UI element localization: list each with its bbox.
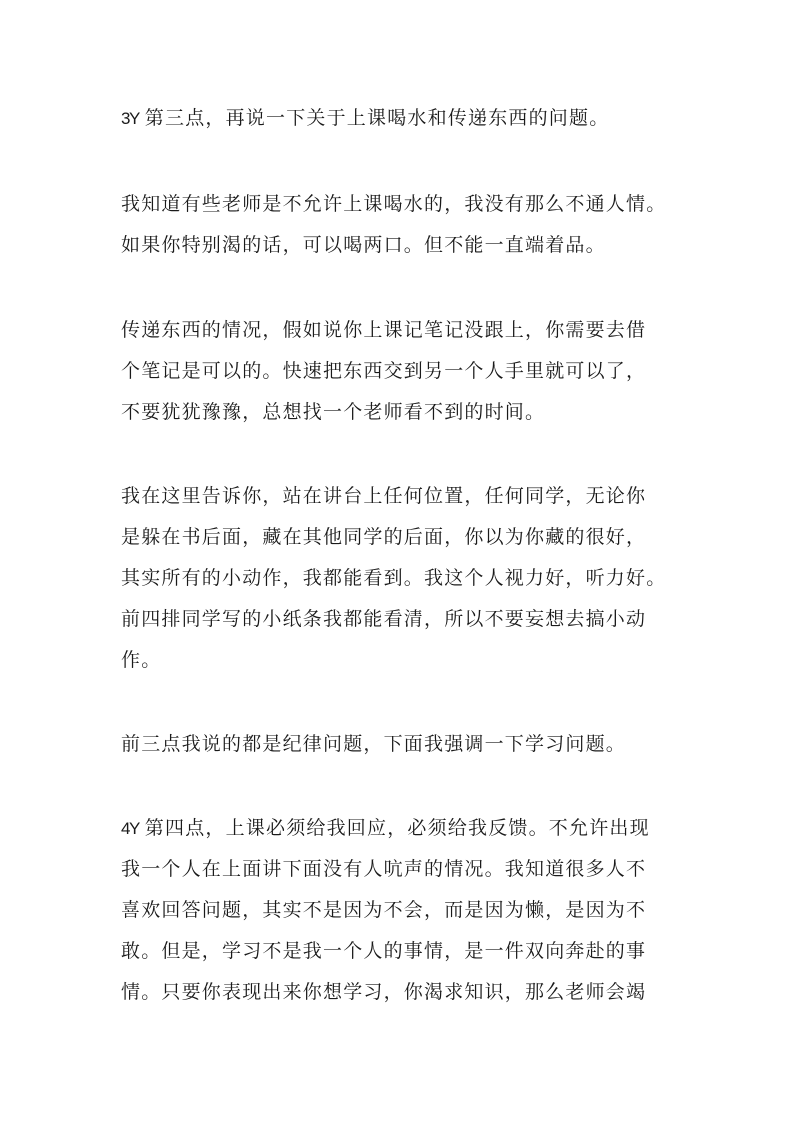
paragraph-6-line-1	[121, 816, 650, 841]
line-text: 第四点，上课必须给我回应，必须给我反馈。不允许出现	[144, 817, 650, 839]
paragraph-4-line-5: 作。	[121, 649, 162, 671]
paragraph-3-line-1: 传递东西的情况，假如说你上课记笔记没跟上，你需要去借	[121, 319, 647, 341]
paragraph-6-line-2: 我一个人在上面讲下面没有人吭声的情况。我知道很多人不	[121, 858, 647, 880]
paragraph-4-line-3: 其实所有的小动作，我都能看到。我这个人视力好，听力好。	[121, 567, 667, 589]
paragraph-4-line-2: 是躲在书后面，藏在其他同学的后面，你以为你藏的很好，	[121, 526, 647, 548]
paragraph-6-line-3: 喜欢回答问题，其实不是因为不会，而是因为懒，是因为不	[121, 899, 647, 921]
paragraph-6-line-5: 情。只要你表现出来你想学习，你渴求知识，那么老师会竭	[121, 981, 647, 1003]
paragraph-1-line-1	[121, 106, 609, 131]
paragraph-4-line-1: 我在这里告诉你，站在讲台上任何位置，任何同学，无论你	[121, 485, 647, 507]
paragraph-2-line-1: 我知道有些老师是不允许上课喝水的，我没有那么不通人情。	[121, 193, 667, 215]
paragraph-5-line-1: 前三点我说的都是纪律问题，下面我强调一下学习问题。	[121, 733, 627, 755]
paragraph-2-line-2: 如果你特别渴的话，可以喝两口。但不能一直端着品。	[121, 234, 606, 256]
paragraph-3-line-3: 不要犹犹豫豫，总想找一个老师看不到的时间。	[121, 401, 546, 423]
paragraph-6-line-4: 敢。但是，学习不是我一个人的事情，是一件双向奔赴的事	[121, 940, 647, 962]
paragraph-4-line-4: 前四排同学写的小纸条我都能看清，所以不要妄想去搞小动	[121, 608, 647, 630]
line-text: 第三点，再说一下关于上课喝水和传递东西的问题。	[144, 107, 610, 129]
paragraph-3-line-2: 个笔记是可以的。快速把东西交到另一个人手里就可以了，	[121, 360, 647, 382]
point-4-marker: 4Y	[121, 819, 139, 838]
point-3-marker: 3Y	[121, 109, 139, 128]
